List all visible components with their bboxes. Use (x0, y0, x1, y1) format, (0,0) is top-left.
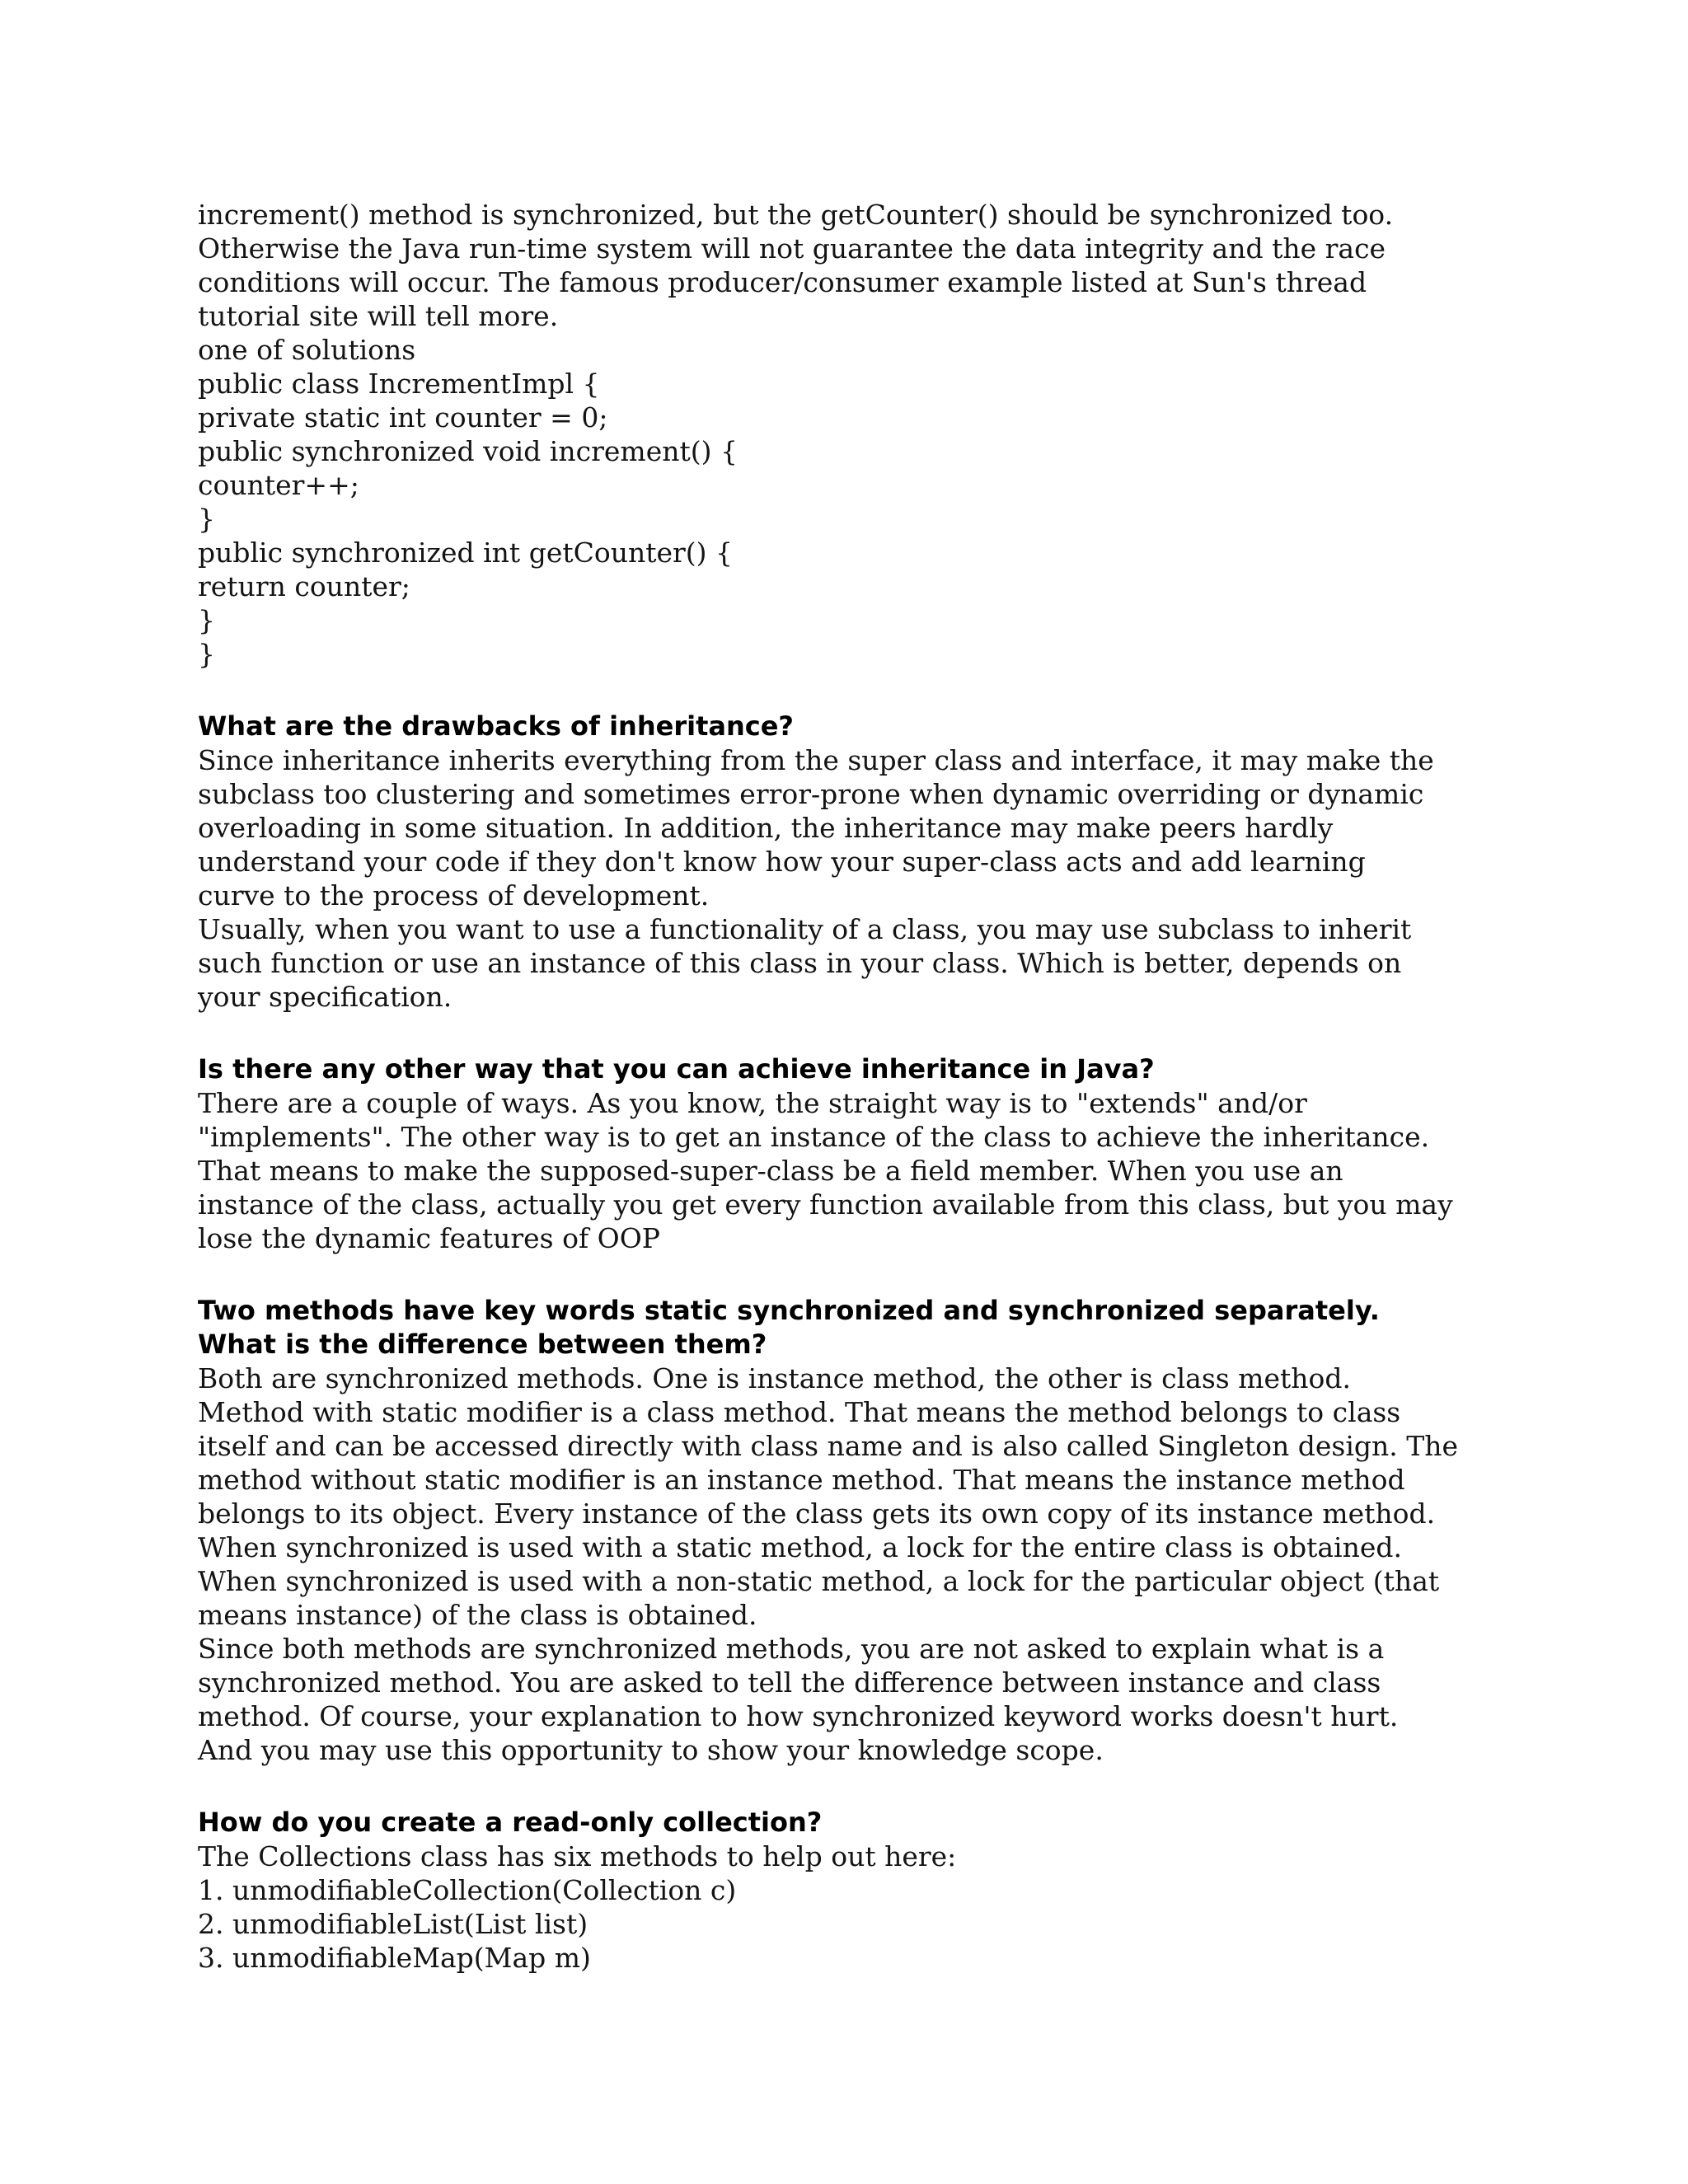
intro-paragraph (198, 198, 1517, 367)
text-line: belongs to its object. Every instance of the class gets its own copy of its instance method. (198, 1497, 1436, 1530)
code-line: private static int counter = 0; (198, 401, 608, 434)
section-other-way (198, 1052, 1517, 1255)
text-line: tutorial site will tell more. (198, 300, 559, 332)
section-heading: Two methods have key words static synchronized and synchronized separately. (198, 1295, 1380, 1326)
text-line: Both are synchronized methods. One is instance method, the other is class method. (198, 1362, 1352, 1394)
code-line: } (198, 604, 215, 636)
text-line: curve to the process of development. (198, 879, 710, 912)
text-line: Since inheritance inherits everything from the super class and interface, it may make the (198, 744, 1434, 776)
text-line: such function or use an instance of this class in your class. Which is better, depends on (198, 947, 1402, 979)
text-line: lose the dynamic features of OOP (198, 1222, 660, 1254)
text-line: When synchronized is used with a non-static method, a lock for the particular object (that (198, 1565, 1440, 1597)
text-line: method. Of course, your explanation to how synchronized keyword works doesn't hurt. (198, 1700, 1399, 1732)
text-line: itself and can be accessed directly with class name and is also called Singleton design. The (198, 1430, 1459, 1462)
section-heading: Is there any other way that you can achieve inheritance in Java? (198, 1053, 1155, 1085)
section-gap (198, 671, 1517, 710)
text-line: means instance) of the class is obtained. (198, 1599, 757, 1631)
text-line: That means to make the supposed-super-class be a field member. When you use an (198, 1155, 1343, 1187)
code-line: public class IncrementImpl { (198, 368, 600, 400)
list-item: 1. unmodifiableCollection(Collection c) (198, 1874, 737, 1906)
text-line: There are a couple of ways. As you know, the straight way is to "extends" and/or (198, 1087, 1307, 1119)
section-heading: What are the drawbacks of inheritance? (198, 710, 794, 742)
section-gap (198, 1767, 1517, 1806)
code-line: counter++; (198, 469, 359, 501)
section-static-sync (198, 1294, 1517, 1767)
text-line: instance of the class, actually you get every function available from this class, but you may (198, 1188, 1453, 1221)
text-line: overloading in some situation. In addition, the inheritance may make peers hardly (198, 812, 1334, 844)
text-line: conditions will occur. The famous producer/consumer example listed at Sun's thread (198, 266, 1367, 298)
text-line: Method with static modifier is a class method. That means the method belongs to class (198, 1396, 1401, 1428)
document-page (198, 198, 1517, 1975)
solution-label: one of solutions (198, 334, 416, 366)
text-line: Since both methods are synchronized methods, you are not asked to explain what is a (198, 1633, 1385, 1665)
text-line: And you may use this opportunity to show your knowledge scope. (198, 1734, 1104, 1766)
code-block (198, 367, 1517, 671)
text-line: "implements". The other way is to get an instance of the class to achieve the inheritance. (198, 1121, 1430, 1153)
text-line: your specification. (198, 981, 452, 1013)
text-line: When synchronized is used with a static method, a lock for the entire class is obtained. (198, 1531, 1402, 1563)
section-readonly (198, 1806, 1517, 1975)
section-heading: What is the difference between them? (198, 1329, 767, 1360)
code-line: public synchronized int getCounter() { (198, 537, 734, 569)
text-line: increment() method is synchronized, but the getCounter() should be synchronized too. (198, 199, 1394, 231)
code-line: public synchronized void increment() { (198, 435, 738, 467)
text-line: synchronized method. You are asked to tell the difference between instance and class (198, 1666, 1381, 1699)
section-heading: How do you create a read-only collection? (198, 1807, 823, 1838)
code-line: } (198, 638, 215, 670)
section-gap (198, 1255, 1517, 1294)
text-line: Otherwise the Java run-time system will not guarantee the data integrity and the race (198, 232, 1386, 265)
code-line: } (198, 503, 215, 535)
list-item: 2. unmodifiableList(List list) (198, 1908, 588, 1940)
text-line: understand your code if they don't know how your super-class acts and add learning (198, 846, 1366, 878)
section-drawbacks (198, 710, 1517, 1014)
list-item: 3. unmodifiableMap(Map m) (198, 1942, 591, 1974)
text-line: The Collections class has six methods to help out here: (198, 1840, 957, 1872)
text-line: Usually, when you want to use a functionality of a class, you may use subclass to inherit (198, 913, 1412, 945)
text-line: method without static modifier is an instance method. That means the instance method (198, 1464, 1405, 1496)
text-line: subclass too clustering and sometimes error-prone when dynamic overriding or dynamic (198, 778, 1424, 810)
code-line: return counter; (198, 570, 410, 602)
section-gap (198, 1014, 1517, 1052)
